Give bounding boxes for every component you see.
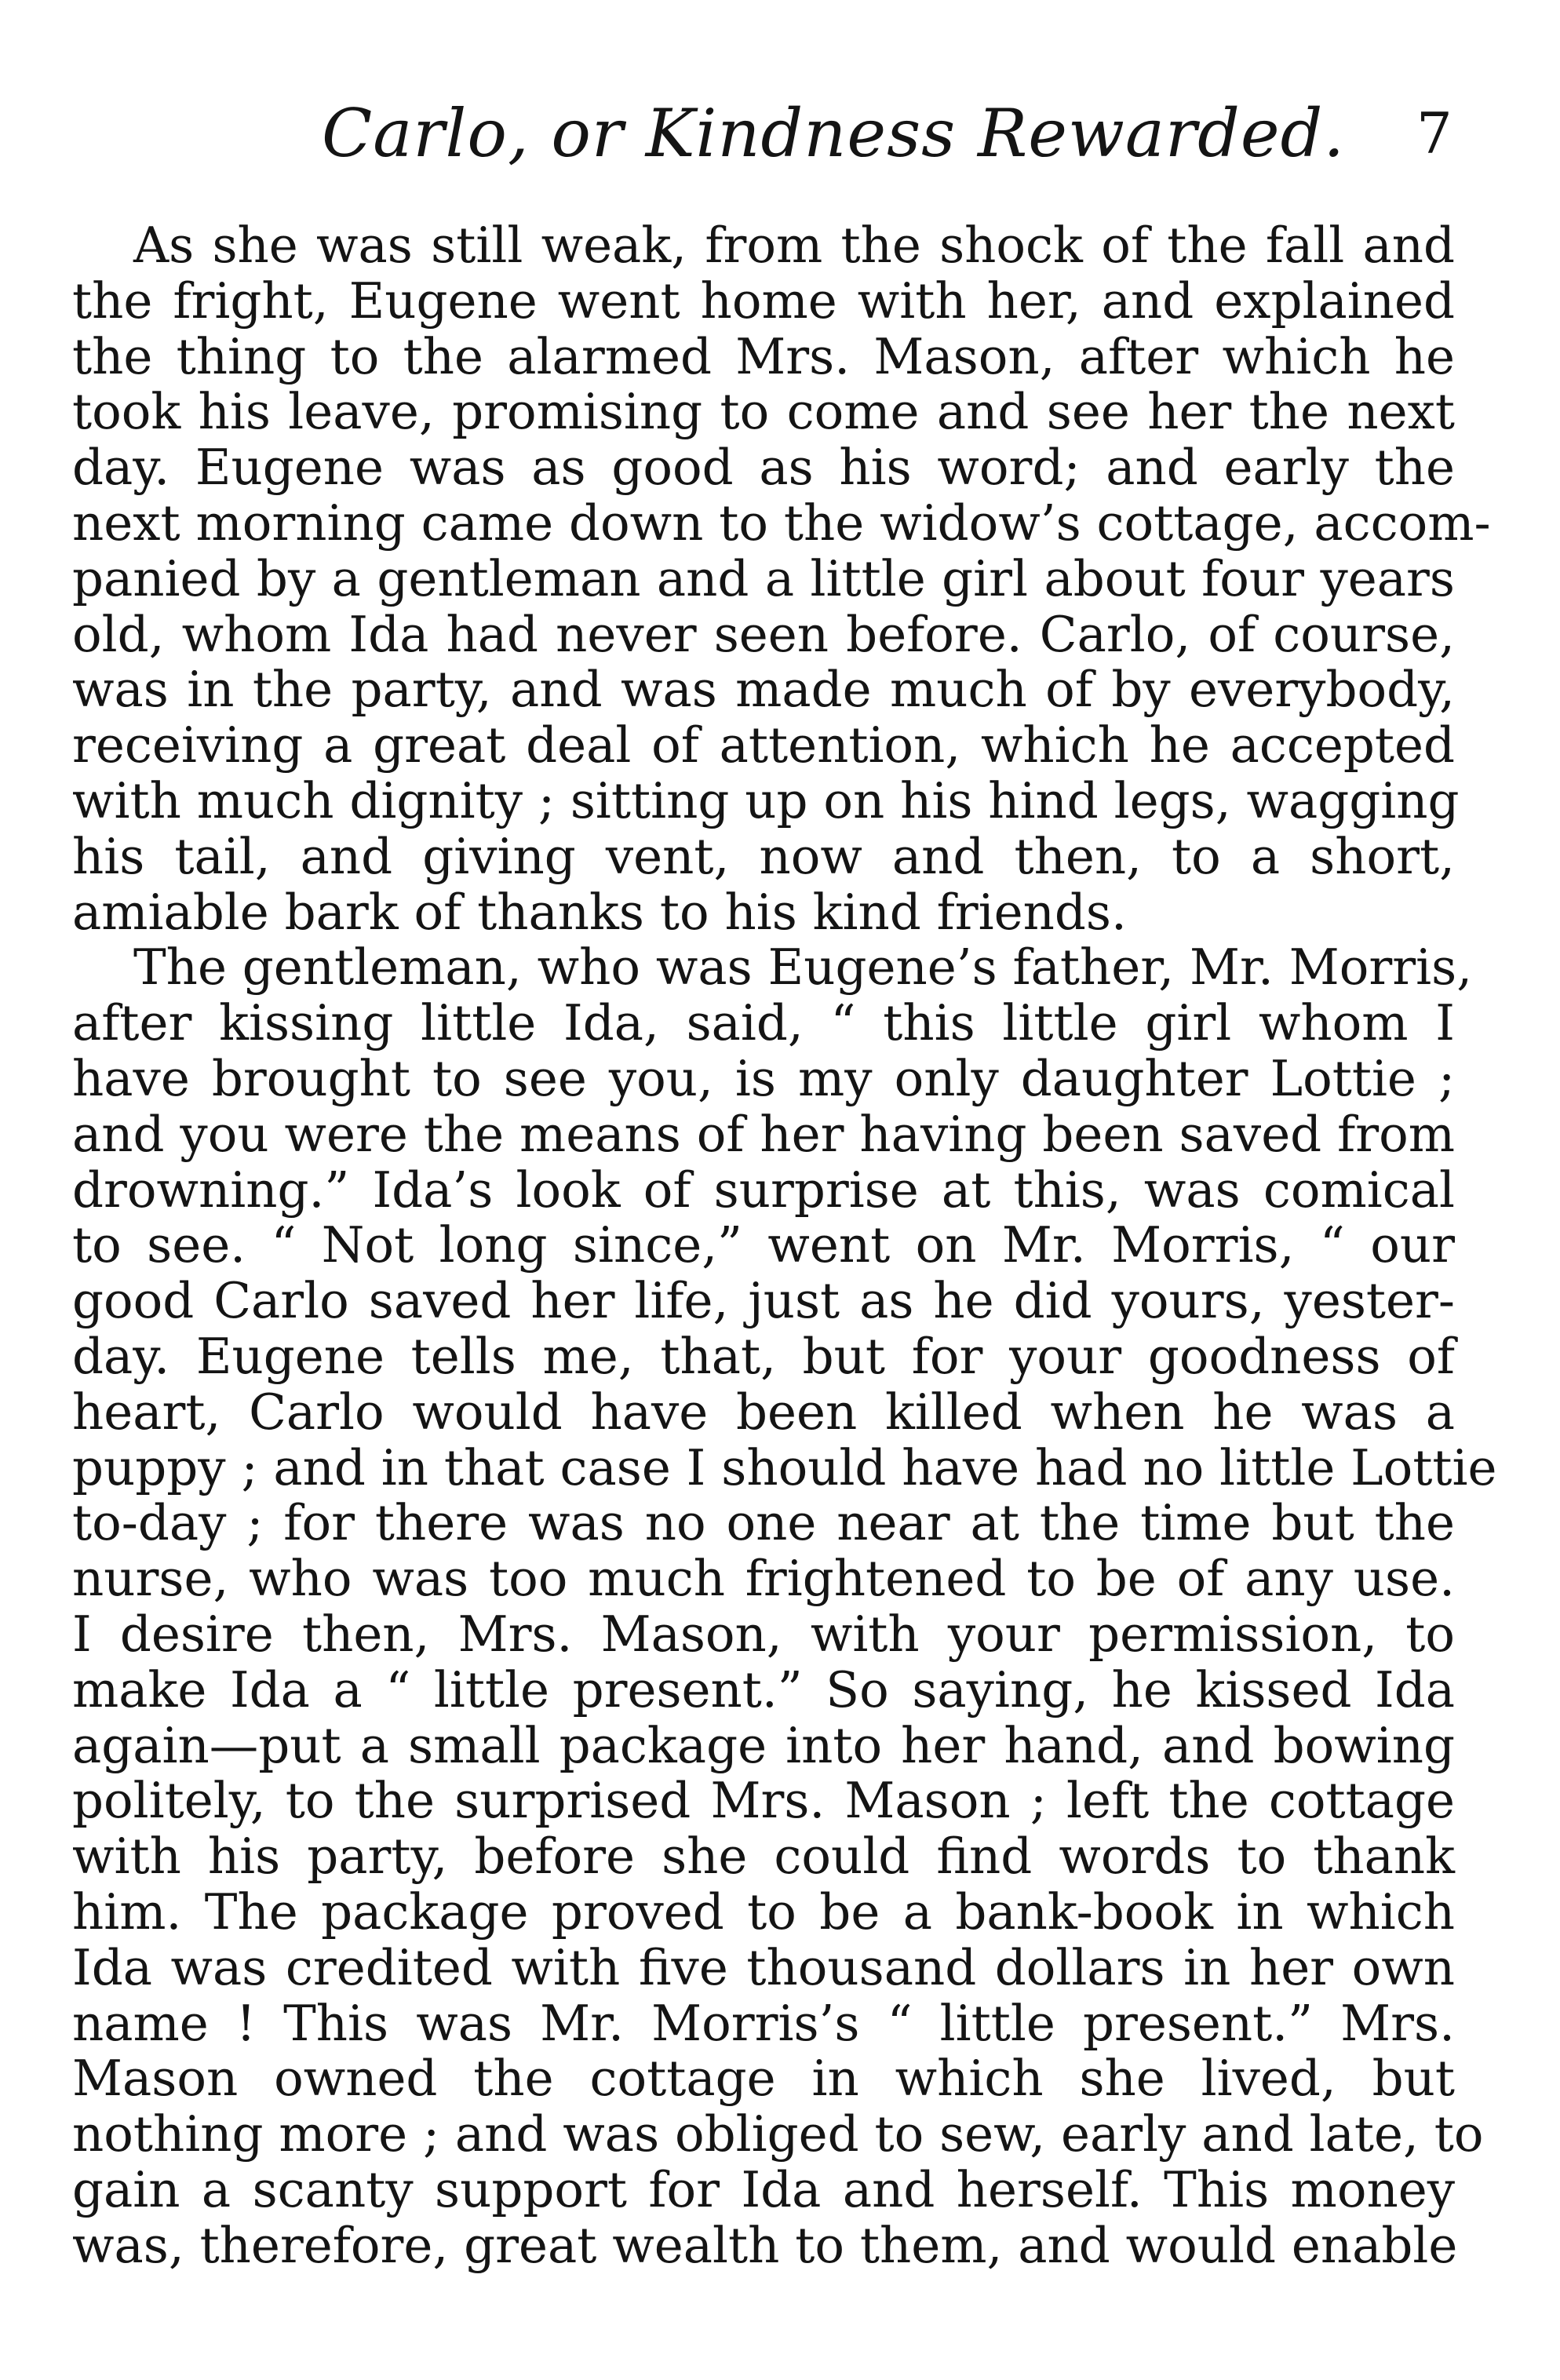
text-line: again—put a small package into her hand, and bowing: [72, 1716, 1455, 1774]
text-line: Mason owned the cottage in which she lived, but: [72, 2050, 1455, 2108]
text-line: puppy ; and in that case I should have had no little Lottie: [72, 1438, 1497, 1496]
text-line: politely, to the surprised Mrs. Mason ; left the cottage: [72, 1772, 1455, 1830]
text-line: was in the party, and was made much of by everybody,: [72, 661, 1455, 719]
text-line: As she was still weak, from the shock of the fall and: [133, 217, 1455, 274]
text-line: make Ida a “ little present.” So saying, he kissed Ida: [72, 1660, 1455, 1718]
page-number: 7: [1416, 100, 1452, 166]
text-line: to-day ; for there was no one near at the time but the: [72, 1494, 1455, 1552]
text-line: good Carlo saved her life, just as he did yours, yester-: [72, 1272, 1455, 1330]
text-line: drowning.” Ida’s look of surprise at this, was comical: [72, 1161, 1455, 1219]
text-line: next morning came down to the widow’s cottage, accom-: [72, 494, 1491, 552]
text-line: receiving a great deal of attention, which he accepted: [72, 716, 1455, 775]
body-text: [72, 217, 1497, 2274]
text-line: him. The package proved to be a bank-book in which: [72, 1882, 1455, 1941]
text-line: with his party, before she could find words to thank: [72, 1828, 1455, 1886]
text-line: took his leave, promising to come and see her the next: [72, 383, 1455, 441]
text-line: nurse, who was too much frightened to be of any use.: [72, 1550, 1455, 1608]
text-line: the fright, Eugene went home with her, and explained: [72, 272, 1455, 330]
text-line: old, whom Ida had never seen before. Carlo, of course,: [72, 605, 1455, 663]
text-line: his tail, and giving vent, now and then, to a short,: [72, 827, 1455, 885]
text-line: Ida was credited with five thousand dollars in her own: [72, 1938, 1455, 1996]
text-line: with much dignity ; sitting up on his hind legs, wagging: [72, 771, 1460, 829]
text-line: have brought to see you, is my only daughter Lottie ;: [72, 1049, 1455, 1107]
text-line: after kissing little Ida, said, “ this little girl whom I: [72, 994, 1455, 1052]
text-line: panied by a gentleman and a little girl about four years: [72, 549, 1455, 607]
text-line: The gentleman, who was Eugene’s father, Mr. Morris,: [133, 939, 1473, 997]
page-header: [0, 94, 1560, 180]
text-line: heart, Carlo would have been killed when he was a: [72, 1383, 1455, 1441]
text-line: gain a scanty support for Ida and herself. This money: [72, 2160, 1455, 2218]
text-line: amiable bark of thanks to his kind friends.: [72, 883, 1127, 941]
running-title: Carlo, or Kindness Rewarded.: [322, 95, 1346, 172]
text-line: nothing more ; and was obliged to sew, early and late, to: [72, 2105, 1484, 2163]
text-line: name ! This was Mr. Morris’s “ little present.” Mrs.: [72, 1994, 1455, 2052]
text-line: day. Eugene tells me, that, but for your goodness of: [72, 1327, 1455, 1385]
text-line: the thing to the alarmed Mrs. Mason, after which he: [72, 327, 1455, 385]
text-line: I desire then, Mrs. Mason, with your permission, to: [72, 1605, 1455, 1663]
text-line: day. Eugene was as good as his word; and early the: [72, 439, 1455, 497]
text-line: and you were the means of her having been saved from: [72, 1105, 1455, 1163]
text-line: was, therefore, great wealth to them, and would enable: [72, 2216, 1458, 2274]
text-line: to see. “ Not long since,” went on Mr. Morris, “ our: [72, 1216, 1455, 1274]
